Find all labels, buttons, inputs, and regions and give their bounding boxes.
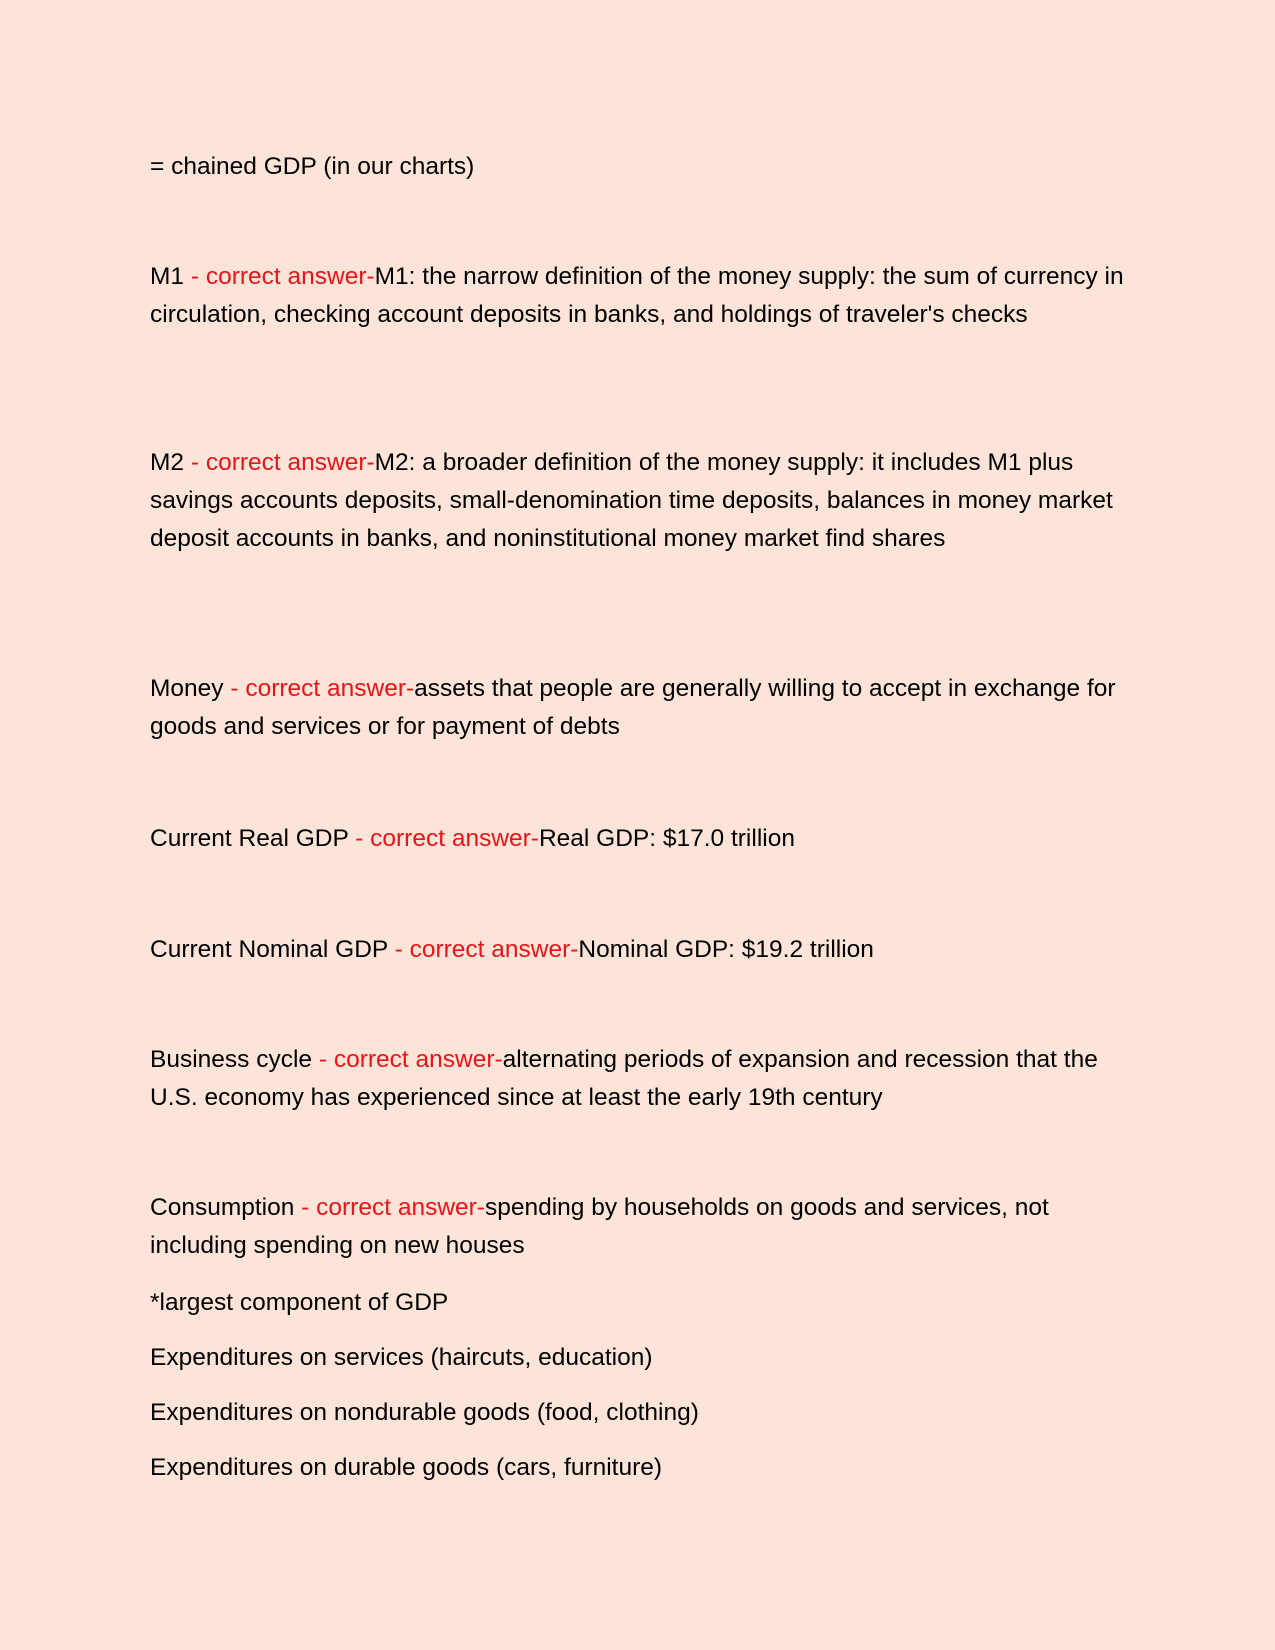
entry-term: Current Real GDP bbox=[150, 825, 349, 852]
entry-business-cycle bbox=[150, 1041, 1130, 1117]
intro-line: = chained GDP (in our charts) bbox=[150, 153, 475, 180]
answer-marker: - correct answer- bbox=[184, 263, 375, 290]
entry-money bbox=[150, 670, 1130, 746]
entry-definition: M2: a broader definition of the money supply: it includes M1 plus savings accounts deposits, small-denomination time deposits, balances in money market deposit accounts in banks, and noninstitutional money market find shares bbox=[150, 449, 1113, 552]
entry-term: Money bbox=[150, 675, 224, 702]
entry-definition: Real GDP: $17.0 trillion bbox=[538, 825, 795, 852]
answer-marker: - correct answer- bbox=[184, 449, 375, 476]
entry-consumption bbox=[150, 1189, 1130, 1265]
entry-term: Consumption bbox=[150, 1194, 295, 1221]
entry-term: M1 bbox=[150, 263, 185, 290]
entry-term: M2 bbox=[150, 449, 185, 476]
answer-marker: - correct answer- bbox=[223, 675, 415, 702]
entry-m1 bbox=[150, 258, 1130, 334]
entry-m2 bbox=[150, 444, 1130, 558]
answer-marker: - correct answer- bbox=[387, 936, 579, 963]
entry-term: Current Nominal GDP bbox=[150, 936, 388, 963]
entry-definition: spending by households on goods and services, not including spending on new houses bbox=[150, 1194, 1049, 1259]
consumption-note-durable: Expenditures on durable goods (cars, furniture) bbox=[150, 1454, 663, 1481]
entry-definition: assets that people are generally willing to accept in exchange for goods and services or for payment of debts bbox=[150, 675, 1116, 740]
entry-current-nominal-gdp bbox=[150, 931, 1130, 969]
consumption-note-largest: *largest component of GDP bbox=[150, 1289, 449, 1316]
answer-marker: - correct answer- bbox=[294, 1194, 485, 1221]
entry-term: Business cycle bbox=[150, 1046, 313, 1073]
entry-definition: M1: the narrow definition of the money supply: the sum of currency in circulation, checking account deposits in banks, and holdings of traveler's checks bbox=[150, 263, 1124, 328]
answer-marker: - correct answer- bbox=[348, 825, 539, 852]
entry-current-real-gdp bbox=[150, 820, 1130, 858]
consumption-note-services: Expenditures on services (haircuts, education) bbox=[150, 1344, 653, 1371]
entry-definition: Nominal GDP: $19.2 trillion bbox=[578, 936, 874, 963]
consumption-note-nondurable: Expenditures on nondurable goods (food, clothing) bbox=[150, 1399, 699, 1426]
answer-marker: - correct answer- bbox=[312, 1046, 503, 1073]
entry-definition: alternating periods of expansion and recession that the U.S. economy has experienced since at least the early 19th century bbox=[150, 1046, 1098, 1111]
